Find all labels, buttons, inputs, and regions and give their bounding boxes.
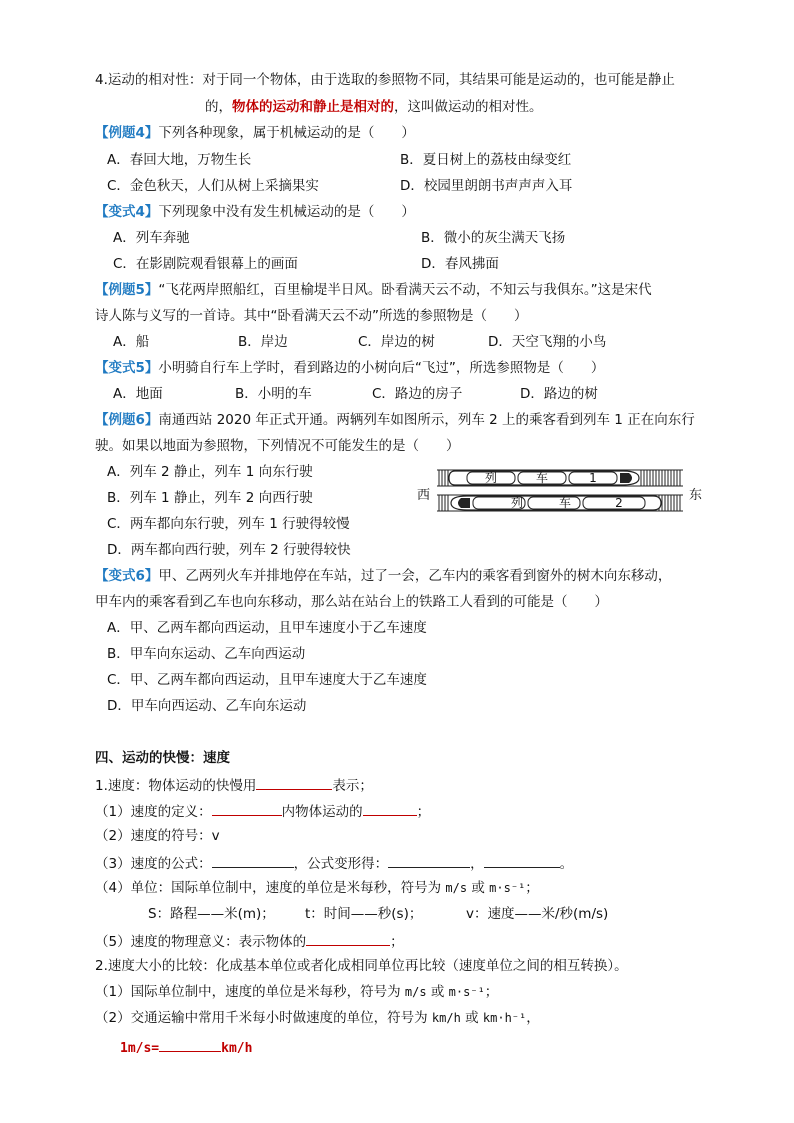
example4-tag: 【例题4】 xyxy=(95,125,159,141)
example5-option-a: A．船 xyxy=(113,334,150,350)
transport-unit-or: 或 xyxy=(460,1010,483,1026)
unit-distance: S：路程——米(m)； xyxy=(148,906,275,922)
relativity-text: 4.运动的相对性：对于同一个物体，由于选取的参照物不同，其结果可能是运动的，也可能是静止 xyxy=(95,72,675,88)
variant5-text: 小明骑自行车上学时，看到路边的小树向后“飞过”，所选参照物是（ ） xyxy=(158,360,605,376)
variant5-option-a: A．地面 xyxy=(113,386,163,402)
train-2-label-1: 列 xyxy=(510,496,524,510)
example6-text-1: 南通西站 2020 年正式开通。两辆列车如图所示，列车 2 上的乘客看到列车 1 正在向东行 xyxy=(158,412,695,428)
example6-option-a: A．列车 2 静止，列车 1 向东行驶 xyxy=(107,464,313,480)
speed-formula-line xyxy=(95,853,573,873)
train-2-label-3: 2 xyxy=(615,496,623,510)
example6-option-d: D．两车都向西行驶，列车 2 行驶得较快 xyxy=(107,542,351,558)
variant6-option-c: C．甲、乙两车都向西运动，且甲车速度大于乙车速度 xyxy=(107,672,427,688)
train-1-label-1: 列 xyxy=(484,471,498,485)
speed-meaning-text: （5）速度的物理意义：表示物体的 xyxy=(95,934,307,950)
example5-option-d: D．天空飞翔的小鸟 xyxy=(488,334,607,350)
speed-symbol-line: （2）速度的符号：v xyxy=(95,828,220,844)
si-unit-symbol-2: m·s⁻¹ xyxy=(448,985,485,999)
speed-compare-line: 2.速度大小的比较：化成基本单位或者化成相同单位再比较（速度单位之间的相互转换）。 xyxy=(95,958,628,974)
east-label: 东 xyxy=(689,488,703,503)
speed-definition-mid: 内物体运动的 xyxy=(281,804,363,820)
train-1 xyxy=(449,470,639,485)
train-diagram xyxy=(415,462,705,522)
speed-line-1-end: 表示； xyxy=(332,778,373,794)
speed-definition-blank-1[interactable] xyxy=(212,801,282,816)
si-unit-end: ； xyxy=(484,984,499,1000)
speed-formula-end: 。 xyxy=(559,856,574,872)
variant5-option-b: B．小明的车 xyxy=(235,386,312,402)
transport-unit-line xyxy=(95,1009,540,1027)
speed-definition-line xyxy=(95,801,430,821)
variant4-option-d: D．春风拂面 xyxy=(421,256,499,272)
example6-option-c: C．两车都向东行驶，列车 1 行驶得较慢 xyxy=(107,516,350,532)
speed-unit-line xyxy=(95,879,539,897)
example4-option-d: D．校园里朗朗书声声声入耳 xyxy=(400,178,573,194)
example4-option-a: A．春回大地，万物生长 xyxy=(107,152,252,168)
transport-unit-symbol-2: km·h⁻¹ xyxy=(482,1011,527,1025)
train-1-nose xyxy=(620,473,632,483)
speed-formula-comma: ， xyxy=(470,856,484,872)
train-2-label-2: 车 xyxy=(558,496,572,510)
speed-definition-label: （1）速度的定义： xyxy=(95,804,212,820)
variant6-question-line-1 xyxy=(95,567,671,585)
speed-section-heading: 四、运动的快慢：速度 xyxy=(95,750,230,766)
variant6-option-a: A．甲、乙两车都向西运动，且甲车速度小于乙车速度 xyxy=(107,620,427,636)
speed-formula-blank[interactable] xyxy=(212,853,294,868)
speed-meaning-blank[interactable] xyxy=(306,931,390,946)
example5-option-b: B．岸边 xyxy=(238,334,288,350)
relativity-text-c: ，这叫做运动的相对性。 xyxy=(394,99,543,115)
speed-blank-1[interactable] xyxy=(256,775,332,790)
si-unit-line xyxy=(95,983,498,1001)
example4-option-c: C．金色秋天，人们从树上采摘果实 xyxy=(107,178,319,194)
example6-question-line-1 xyxy=(95,411,695,429)
speed-line-1-text: 1.速度：物体运动的快慢用 xyxy=(95,778,257,794)
variant5-tag: 【变式5】 xyxy=(95,360,159,376)
example6-option-b: B．列车 1 静止，列车 2 向西行驶 xyxy=(107,490,313,506)
example4-option-b: B．夏日树上的荔枝由绿变红 xyxy=(400,152,572,168)
west-label: 西 xyxy=(417,488,431,503)
variant6-text-1: 甲、乙两列火车并排地停在车站，过了一会，乙车内的乘客看到窗外的树木向东移动， xyxy=(158,568,672,584)
train-1-label-3: 1 xyxy=(589,471,597,485)
example5-text-1: “飞花两岸照船红，百里榆堤半日风。卧看满天云不动，不知云与我俱东。”这是宋代 xyxy=(158,282,652,298)
speed-formula-variant-blank-2[interactable] xyxy=(484,853,560,868)
relativity-text-a: 的， xyxy=(205,99,232,115)
speed-meaning-line xyxy=(95,931,404,951)
si-unit-or: 或 xyxy=(426,984,449,1000)
variant6-question-line-2: 甲车内的乘客看到乙车也向东移动，那么站在站台上的铁路工人看到的可能是（ ） xyxy=(95,594,608,610)
train-2-nose xyxy=(458,498,470,508)
transport-unit-end: ， xyxy=(526,1010,540,1026)
variant4-option-b: B．微小的灰尘满天飞扬 xyxy=(421,230,566,246)
speed-formula-variant-blank-1[interactable] xyxy=(388,853,470,868)
transport-unit-symbol-1: km/h xyxy=(431,1011,461,1025)
example5-tag: 【例题5】 xyxy=(95,282,159,298)
speed-unit-symbol-1: m/s xyxy=(445,881,468,895)
variant6-option-d: D．甲车向西运动、乙车向东运动 xyxy=(107,698,307,714)
speed-definition-blank-2[interactable] xyxy=(363,801,417,816)
si-unit-text: （1）国际单位制中，速度的单位是米每秒，符号为 xyxy=(95,984,405,1000)
example4-question xyxy=(95,124,415,142)
example5-question-line-2: 诗人陈与义写的一首诗。其中“卧看满天云不动”所选的参照物是（ ） xyxy=(95,308,528,324)
speed-unit-or: 或 xyxy=(467,880,490,896)
variant5-question xyxy=(95,359,604,377)
speed-unit-symbol-2: m·s⁻¹ xyxy=(489,881,526,895)
train-2 xyxy=(451,495,661,510)
speed-definition-end: ； xyxy=(416,804,431,820)
conversion-unit: km/h xyxy=(221,1041,253,1056)
unit-velocity: v：速度——米/秒(m/s) xyxy=(466,906,609,922)
conversion-blank[interactable] xyxy=(159,1037,221,1052)
variant6-option-b: B．甲车向东运动、乙车向西运动 xyxy=(107,646,306,662)
transport-unit-text: （2）交通运输中常用千米每小时做速度的单位，符号为 xyxy=(95,1010,432,1026)
relativity-key-phrase: 物体的运动和静止是相对的 xyxy=(232,99,394,115)
example5-question-line-1 xyxy=(95,281,652,299)
variant4-tag: 【变式4】 xyxy=(95,204,159,220)
speed-meaning-end: ； xyxy=(390,934,404,950)
speed-unit-text: （4）单位：国际单位制中，速度的单位是米每秒，符号为 xyxy=(95,880,446,896)
train-2-car-3 xyxy=(583,497,645,509)
example6-tag: 【例题6】 xyxy=(95,412,159,428)
relativity-line-1 xyxy=(95,71,675,89)
example6-question-line-2: 驶。如果以地面为参照物，下列情况不可能发生的是（ ） xyxy=(95,438,460,454)
train-2-car-2 xyxy=(528,497,580,509)
variant4-option-a: A．列车奔驰 xyxy=(113,230,190,246)
variant4-text: 下列现象中没有发生机械运动的是（ ） xyxy=(158,204,415,220)
example4-text: 下列各种现象，属于机械运动的是（ ） xyxy=(158,125,415,141)
variant5-option-c: C．路边的房子 xyxy=(372,386,463,402)
variant6-tag: 【变式6】 xyxy=(95,568,159,584)
speed-unit-end: ； xyxy=(525,880,539,896)
unit-conversion-line xyxy=(120,1037,252,1058)
speed-line-1 xyxy=(95,775,373,795)
example5-option-c: C．岸边的树 xyxy=(358,334,435,350)
relativity-line-2 xyxy=(205,98,543,116)
unit-time: t：时间——秒(s)； xyxy=(305,906,423,922)
variant4-option-c: C．在影剧院观看银幕上的画面 xyxy=(113,256,298,272)
train-1-label-2: 车 xyxy=(535,471,549,485)
conversion-lhs: 1m/s= xyxy=(120,1041,160,1056)
variant5-option-d: D．路边的树 xyxy=(520,386,598,402)
speed-formula-label: （3）速度的公式： xyxy=(95,856,212,872)
si-unit-symbol-1: m/s xyxy=(404,985,427,999)
speed-formula-mid: ，公式变形得： xyxy=(293,856,389,872)
tracks-and-trains xyxy=(415,462,705,522)
variant4-question xyxy=(95,203,415,221)
